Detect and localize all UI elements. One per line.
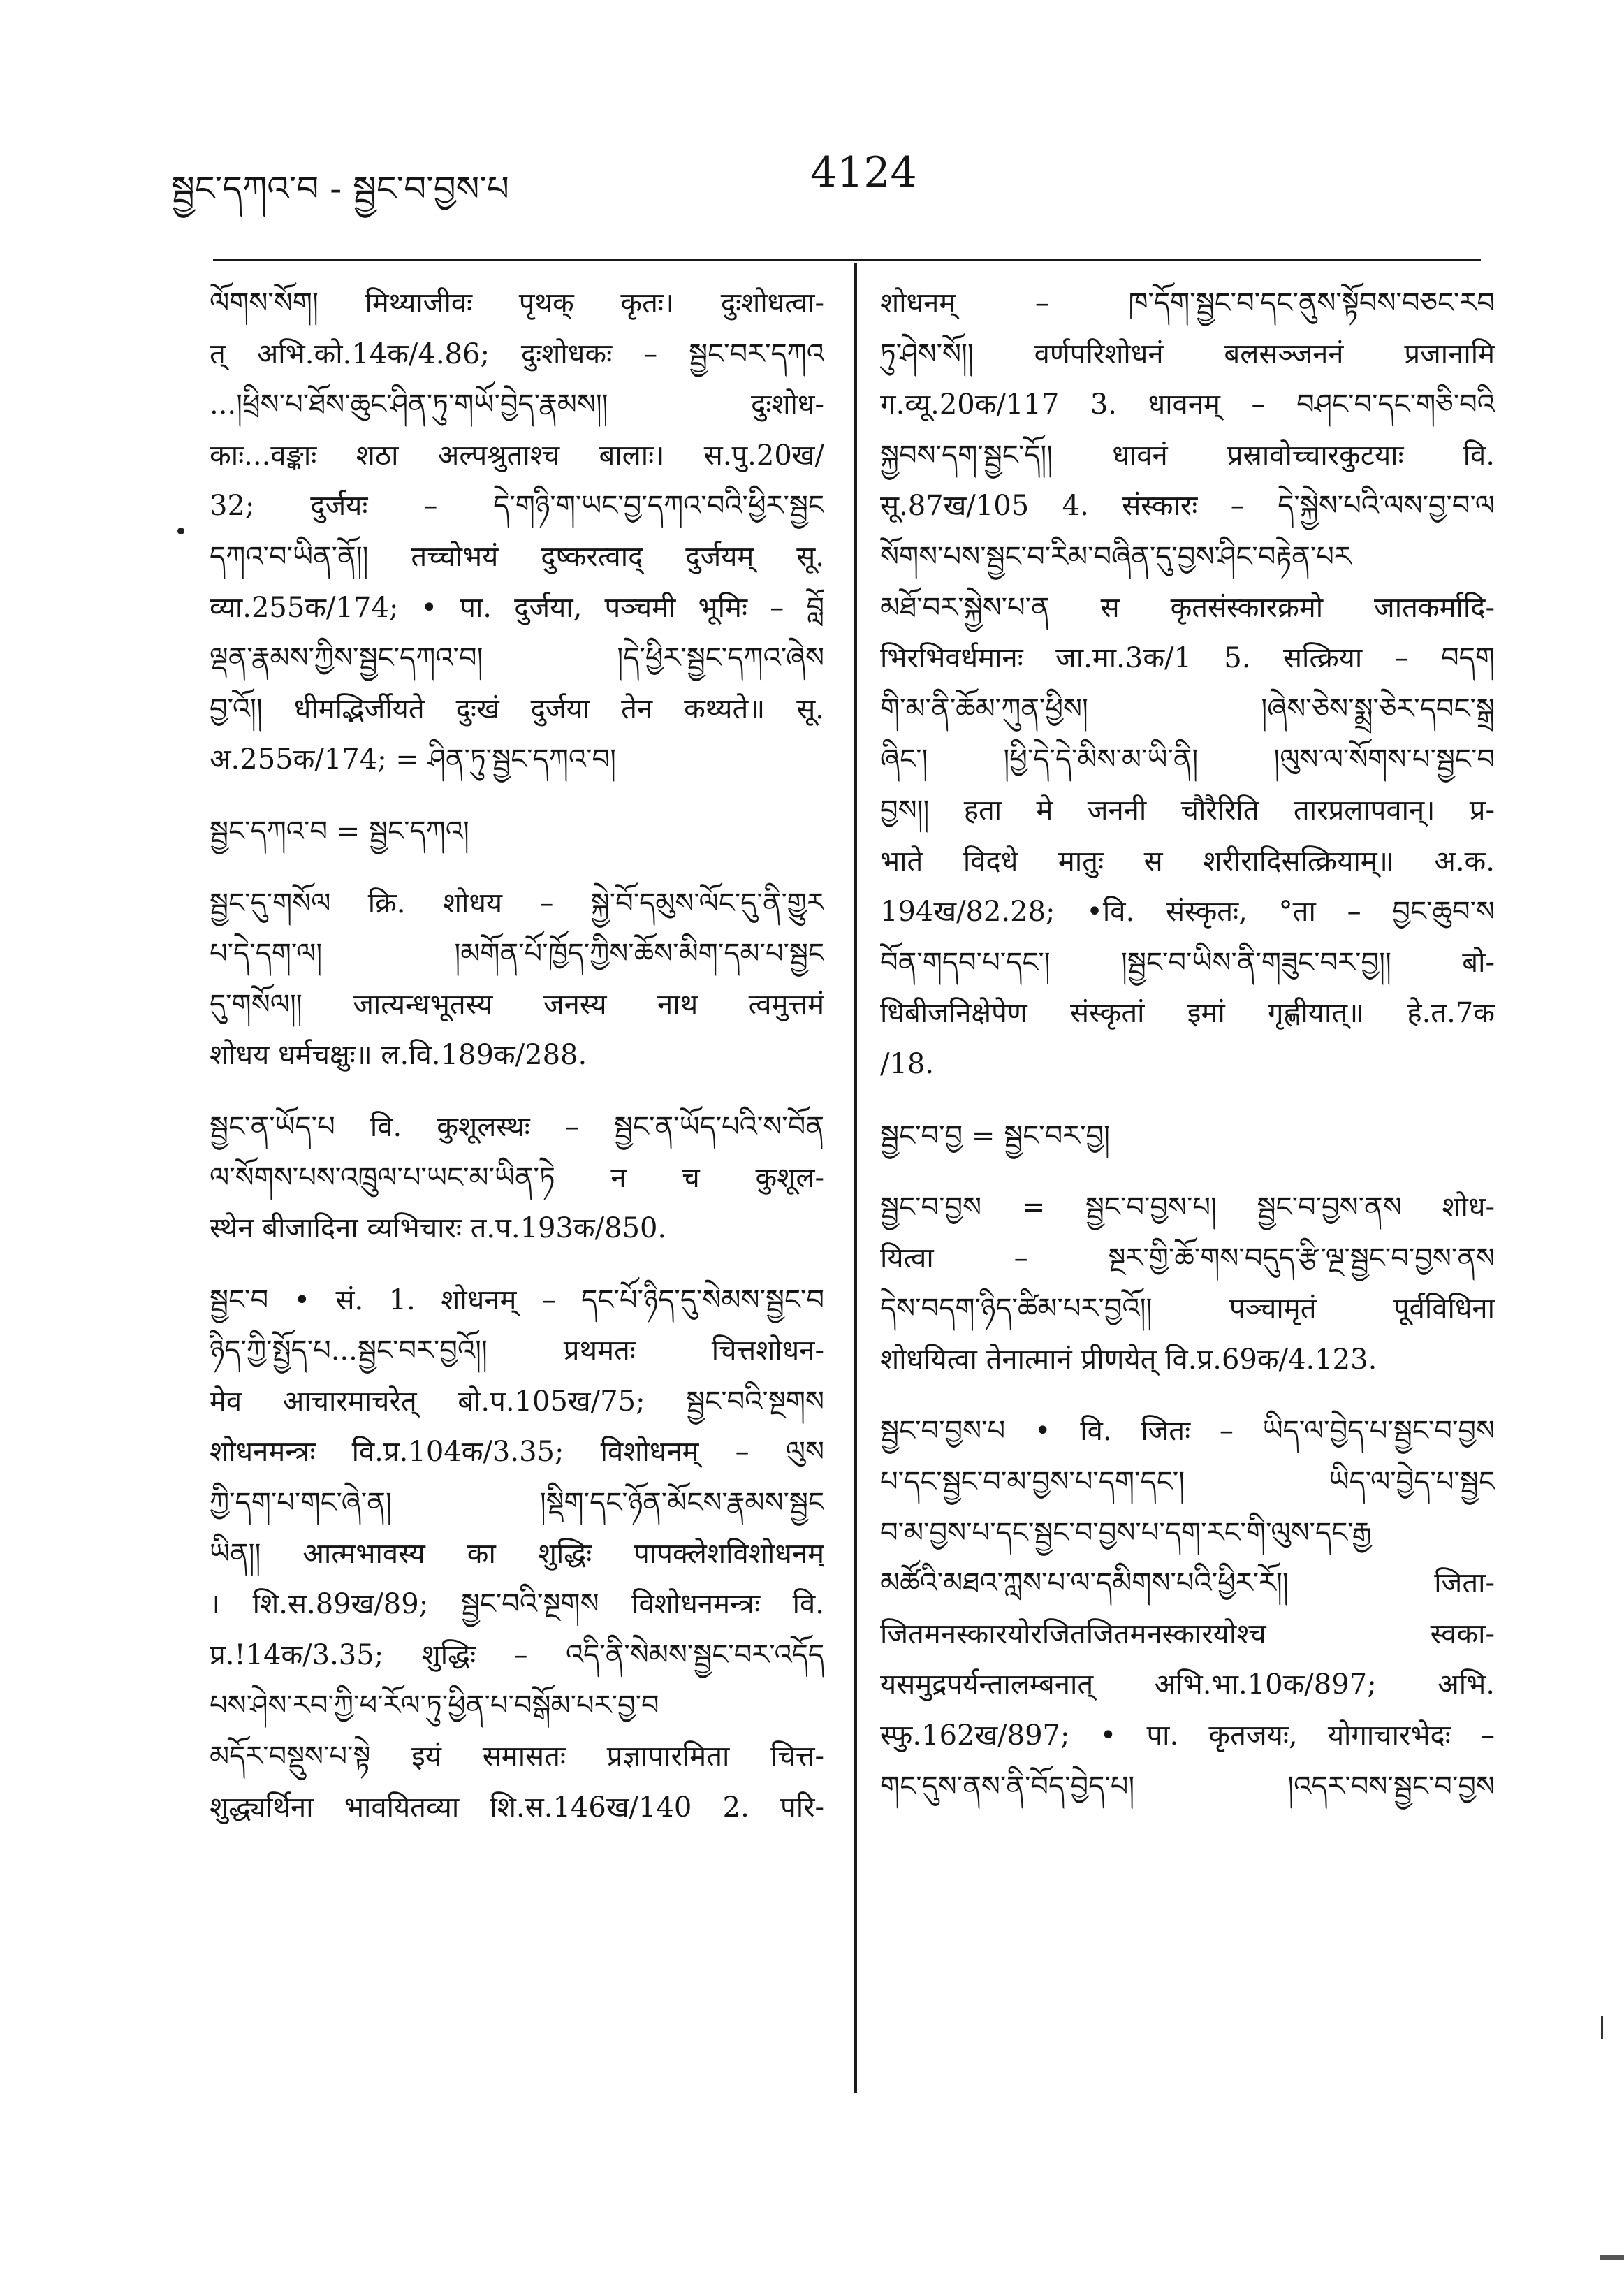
text-line: སྦྱང་བ་བྱས་པ • वि. जितः – ཡིད་ལ་བྱེད་པ་སྦྱང་བ་བྱས xyxy=(880,1415,1495,1448)
entry-gap xyxy=(210,1081,824,1102)
text-line: ཡིན།། आत्मभावस्य का शुद्धिः पापक्लेशविशोधनम् xyxy=(210,1537,824,1570)
text-line: ལོགས་སོག། मिथ्याजीवः पृथक् कृतः। दुःशोधत्वा- xyxy=(210,287,824,319)
text-line: དུ་གསོལ།། जात्यन्धभूतस्य जनस्य नाथ त्वमुत्तमं xyxy=(210,988,824,1021)
text-line: དེས་བདག་ཉིད་ཚིམ་པར་བྱའོ།། पञ्चामृतं पूर्वविधिना xyxy=(880,1293,1495,1325)
text-line: ཞིང་། །ཕྱི་དེ་དེ་མིས་མ་ཡི་ནི། །ལུས་ལ་སོགས་པ་སྦྱང་བ xyxy=(880,743,1495,776)
text-line: སྦྱང་བ་བྱ = སྦྱང་བར་བྱ། xyxy=(880,1119,1111,1152)
text-line: धिबीजनिक्षेपेण संस्कृतां इमां गृह्णीयात्॥ हे.त.7क xyxy=(880,997,1495,1030)
text-line: यित्वा – སྔར་གྱི་ཆོ་གས་བདུད་རྩི་ལྔ་སྦྱང་བ་བྱས་ནས xyxy=(880,1242,1495,1274)
text-line: བྱ་འོ།། धीमद्भिर्जीयते दुःखं दुर्जया तेन कथ्यते॥ सू. xyxy=(210,692,824,725)
text-line: ལྡན་རྣམས་ཀྱིས་སྦྱང་དཀའ་བ། །དེ་ཕྱིར་སྦྱང་དཀའ་ཞེས xyxy=(210,642,824,675)
page-number: 4124 xyxy=(810,148,917,197)
text-line: यसमुद्रपर्यन्तालम्बनात् अभि.भा.10क/897; अभि. xyxy=(880,1668,1495,1701)
header-rule xyxy=(213,259,1481,261)
text-line: བ་མ་བྱས་པ་དང་སྦྱང་བ་བྱས་པ་དག་རང་གི་ལུས་དང་རྒྱ xyxy=(880,1516,1372,1549)
entry-gap xyxy=(210,1254,824,1275)
entry-gap xyxy=(210,785,824,806)
text-line: སོགས་པས་སྦྱང་བ་རིམ་བཞིན་དུ་བྱས་ཤིང་བརྟེན་པར xyxy=(880,540,1352,573)
text-line: भिरभिवर्धमानः जा.मा.3क/1 5. सत्क्रिया – བདག xyxy=(880,642,1495,675)
header-word-range: སྦྱང་དཀའ་བ - སྦྱང་བ་བྱས་པ xyxy=(171,168,509,209)
text-line: སྐྱབས་དག་སྦྱང་དོ།། धावनं प्रस्रावोच्चारकुटयाः वि. xyxy=(880,439,1495,472)
text-line: གང་དུས་ནས་ནི་བོད་བྱེད་པ། །འདར་བས་སྦྱང་བ་བྱས xyxy=(880,1770,1495,1803)
text-line: व्या.255क/174; • पा. दुर्जया, पञ्चमी भूमिः – བློ xyxy=(210,591,824,624)
text-line: པས་ཤེས་རབ་ཀྱི་ཕ་རོལ་ཏུ་ཕྱིན་པ་བསྒོམ་པར་བྱ་བ xyxy=(210,1689,659,1722)
text-line: अ.255क/174; = ཤིན་ཏུ་སྦྱང་དཀའ་བ། xyxy=(210,743,616,776)
text-line: ཏུ་ཤེས་སོ།། वर्णपरिशोधनं बलसञ्जननं प्रजानामि xyxy=(880,337,1495,370)
margin-tick xyxy=(1601,2016,1603,2039)
text-line: शोधय धर्मचक्षुः॥ ल.वि.189क/288. xyxy=(210,1039,587,1072)
entry-gap xyxy=(880,1090,1495,1111)
margin-dot xyxy=(177,528,184,534)
entry-gap xyxy=(880,1161,1495,1182)
text-line: དཀའ་བ་ཡིན་ནོ།། तच्चोभयं दुष्करत्वाद् दुर्जयम् सू. xyxy=(210,540,824,573)
text-line: སྦྱང་དུ་གསོལ क्रि. शोधय – སྐྱེ་བོ་དམུས་ལོང་དུ་ནི་གྱུར xyxy=(210,887,824,919)
text-line: शोधनम् – ཁ་དོག་སྦྱང་བ་དང་ནུས་སྟོབས་བཅང་རབ xyxy=(880,287,1495,319)
text-line: /18. xyxy=(880,1047,935,1080)
text-line: མཚོའི་མཐའ་ཀླས་པ་ལ་དམིགས་པའི་ཕྱིར་རོ།། जिता- xyxy=(880,1567,1495,1600)
right-column xyxy=(880,278,1495,1812)
text-line: भाते विदधे मातुः स शरीरादिसत्क्रियाम्॥ अ.क. xyxy=(880,845,1495,878)
text-line: གི་མ་ནི་ཆོམ་ཀུན་ཕྱིས། །ཞེས་ཅེས་སྨྲ་ཅེར་དབང་སྒྲ xyxy=(880,692,1495,725)
text-line: ...།ཕྲིས་པ་ཐོས་ཆུང་ཤིན་ཏུ་གཡོ་བྱེད་རྣམས།། दुःशोध- xyxy=(210,388,824,421)
text-line: शुद्ध्यर्थिना भावयितव्या शि.स.146ख/140 2. परि- xyxy=(210,1791,824,1824)
text-line: 32; दुर्जयः – དེ་གཉི་ག་ཡང་བྱ་དཀའ་བའི་ཕྱིར་སྦྱང xyxy=(210,490,824,523)
text-line: པ་དེ་དག་ལ། །མགོན་པོ་ཁྱོད་ཀྱིས་ཆོས་མིག་དམ་པ་སྦྱང xyxy=(210,938,824,970)
text-line: । शि.स.89ख/89; སྦྱང་བའི་སྔགས विशोधनमन्त्रः वि. xyxy=(210,1588,824,1621)
text-line: མདོར་བསྡུས་པ་སྟེ इयं समासतः प्रज्ञापारमिता चित्त- xyxy=(210,1740,824,1773)
text-line: བོན་གདབ་པ་དང་། །སྦྱང་བ་ཡིས་ནི་གཟུང་བར་བྱ།། बो- xyxy=(880,946,1495,979)
left-column xyxy=(210,278,824,1833)
text-line: བྱས།། हता मे जननी चौरैरिति तारप्रलापवान्। प्र- xyxy=(880,794,1495,827)
text-line: स्थेन बीजादिना व्यभिचारः त.प.193क/850. xyxy=(210,1212,667,1245)
text-line: काः...वङ्काः शठा अल्पश्रुताश्च बालाः। स.पु.20ख/ xyxy=(210,439,824,472)
text-line: स्फु.162ख/897; • पा. कृतजयः, योगाचारभेदः – xyxy=(880,1719,1495,1752)
text-line: प्र.!14क/3.35; शुद्धिः – འདི་ནི་སེམས་སྦྱང་བར་འདོད xyxy=(210,1638,824,1671)
text-line: མཐོ་བར་སྐྱེས་པ་ན स कृतसंस्कारक्रमो जातकर्मादि- xyxy=(880,591,1495,624)
text-line: सू.87ख/105 4. संस्कारः – དེ་སྐྱེས་པའི་ལས་བྱ་བ་ལ xyxy=(880,490,1495,523)
text-line: ཉིད་ཀྱི་སྤྱོད་པ...སྦྱང་བར་བྱའོ།། प्रथमतः चित्तशोधन- xyxy=(210,1334,824,1367)
text-line: जितमनस्कारयोरजितजितमनस्कारयोश्च स्वका- xyxy=(880,1617,1495,1650)
text-line: སྦྱང་དཀའ་བ = སྦྱང་དཀའ། xyxy=(210,815,469,847)
text-line: त् अभि.को.14क/4.86; दुःशोधकः – སྦྱང་བར་དཀའ xyxy=(210,337,824,370)
text-line: 194ख/82.28; •वि. संस्कृतः, °ता – བྱང་ཆུབ་ས xyxy=(880,896,1495,929)
text-line: སྦྱང་བ • सं. 1. शोधनम् – དང་པོ་ཉིད་དུ་སེམས་སྦྱང་བ xyxy=(210,1283,824,1316)
corner-mark xyxy=(1600,2255,1624,2260)
text-line: ཀྱི་དག་པ་གང་ཞེ་ན། །སྡིག་དང་ཉོན་མོངས་རྣམས་སྦྱང xyxy=(210,1487,824,1520)
text-line: शोधनमन्त्रः वि.प्र.104क/3.35; विशोधनम् – ལུས xyxy=(210,1436,824,1469)
text-line: मेव आचारमाचरेत् बो.प.105ख/75; སྦྱང་བའི་སྔགས xyxy=(210,1385,824,1418)
text-line: སྦྱང་ན་ཡོད་པ वि. कुशूलस्थः – སྦྱང་ན་ཡོད་པའི་ས་བོན xyxy=(210,1110,824,1143)
entry-gap xyxy=(880,1385,1495,1406)
text-line: ग.व्यू.20क/117 3. धावनम् – བཤང་བ་དང་གཅི་བའི xyxy=(880,388,1495,421)
text-line: པ་དང་སྦྱང་བ་མ་བྱས་པ་དག་དང་། ཡིད་ལ་བྱེད་པ་སྦྱང xyxy=(880,1466,1495,1499)
text-line: शोधयित्वा तेनात्मानं प्रीणयेत् वि.प्र.69क/4.123. xyxy=(880,1343,1377,1376)
entry-gap xyxy=(210,857,824,878)
text-line: སྦྱང་བ་བྱས = སྦྱང་བ་བྱས་པ། སྦྱང་བ་བྱས་ནས शोध- xyxy=(880,1191,1495,1224)
column-divider xyxy=(854,263,857,2093)
text-line: ལ་སོགས་པས་འཁྲུལ་པ་ཡང་མ་ཡིན་ཏེ न च कुशूल- xyxy=(210,1161,824,1194)
